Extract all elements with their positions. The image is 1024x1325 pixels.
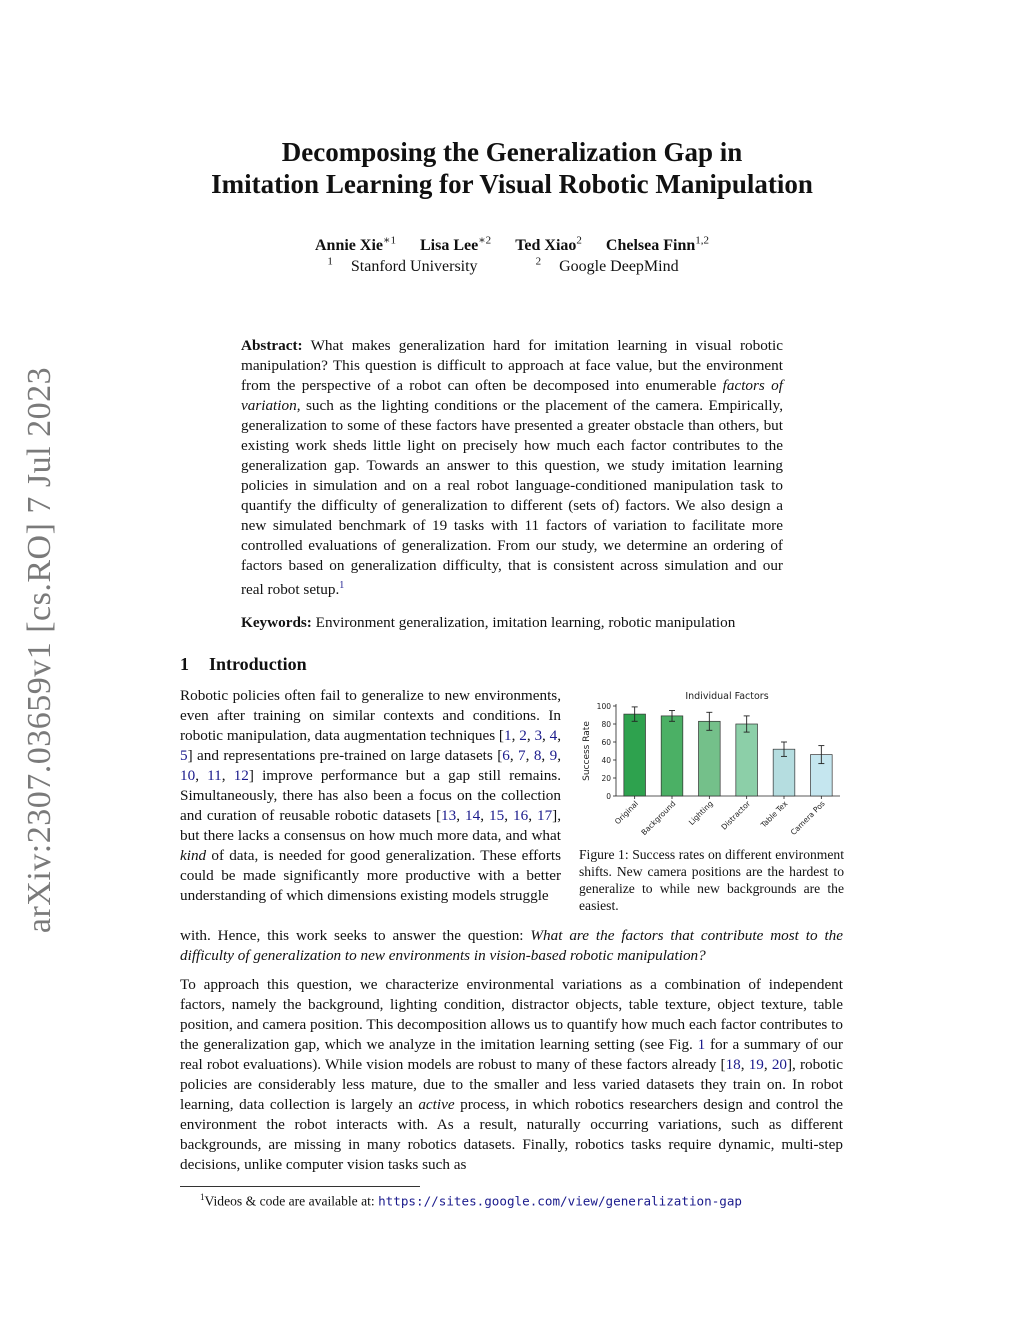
keywords-label: Keywords: (241, 614, 312, 631)
keywords: Keywords: Environment generalization, imitation learning, robotic manipulation (241, 614, 736, 631)
chart-bar (699, 721, 721, 796)
chart-bar (661, 716, 683, 796)
paper-title (150, 136, 874, 200)
affiliation: $^1$ Stanford University (327, 256, 478, 276)
chart-y-tick-label: 0 (606, 792, 611, 801)
citation-link[interactable]: 2 (519, 727, 527, 744)
chart-y-tick-label: 100 (596, 702, 611, 711)
intro-paragraph-1: Robotic policies often fail to generalize to new environments, even after training on similar contexts and conditions. In robotic manipulation, data augmentation techniques [1, 2, 3, 4, 5] and representations pre-trained on large datasets [6, 7, 8, 9, 10, 11, 12] improve performance but a gap still remains. Simultaneously, there has also been a focus on the collection and curation of reusable robotic datasets [13, 14, 15, 16, 17], but there lacks a consensus on how much more data, and what kind of data, is needed for good generalization. These efforts could be made significantly more productive with a better understanding of which dimensions existing models struggle (180, 687, 562, 904)
chart-x-tick-label: Original (612, 799, 641, 827)
citation-link[interactable]: 5 (180, 747, 188, 764)
citation-link[interactable]: 4 (549, 727, 558, 744)
chart-x-tick-label: Distractor (719, 799, 753, 832)
citation-link[interactable]: 9 (549, 747, 558, 764)
chart-x-tick-label: Table Tex (758, 799, 790, 830)
footnote-divider (180, 1186, 420, 1187)
citation-link[interactable]: 19 (748, 1056, 764, 1073)
chart-title: Individual Factors (685, 691, 769, 702)
chart-y-axis-label: Success Rate (582, 721, 592, 781)
citation-link[interactable]: 11 (207, 767, 222, 784)
chart-y-tick-label: 80 (601, 720, 611, 729)
footnote-link[interactable]: 1 (339, 580, 345, 591)
author: Lisa Lee$^{∗2}$ (419, 235, 492, 255)
figure-ref-link[interactable]: 1 (697, 1036, 706, 1053)
section-heading: 1 Introduction (180, 654, 307, 674)
figure-1-caption: Figure 1: Success rates on different environment shifts. New camera positions are the hardest to generalize to while new backgrounds are the easiest. (579, 847, 844, 913)
chart-x-tick-label: Lighting (686, 799, 715, 827)
author: Chelsea Finn$^{1,2}$ (605, 235, 709, 255)
chart-y-tick-label: 40 (601, 756, 611, 765)
chart-bar (624, 714, 646, 796)
citation-link[interactable]: 14 (465, 807, 481, 824)
citation-link[interactable]: 1 (504, 727, 512, 744)
footnote: $^1$Videos & code are available at: https://sites.google.com/view/generalization-gap (200, 1192, 743, 1209)
citation-link[interactable]: 16 (513, 807, 529, 824)
citation-link[interactable]: 18 (725, 1056, 741, 1073)
chart-bar (736, 724, 758, 796)
author: Annie Xie$^{∗1}$ (315, 235, 396, 255)
citation-link[interactable]: 13 (441, 807, 457, 824)
citation-link[interactable]: 12 (233, 767, 249, 784)
title-line-2: Imitation Learning for Visual Robotic Manipulation (211, 169, 813, 199)
intro-paragraph-2: To approach this question, we characterize environmental variations as a combination of independent factors, namely the background, lighting condition, distractor objects, table texture, object texture, table position, and camera position. This decomposition allows us to quantify how much each factor contributes to the generalization gap, which we analyze in the imitation learning setting (see Fig. 1 for a summary of our real robot evaluations). While vision models are robust to many of these factors already [18, 19, 20], robotic policies are considerably less mature, due to the smaller and less varied datasets they train on. In robot learning, data collection is largely an active process, in which robotics researchers design and control the environment the robot interacts with. As a result, naturally occurring variations, such as different backgrounds, are missing in many robotics datasets. Finally, robotics tasks require dynamic, multi-step decisions, unlike computer vision tasks such as (180, 976, 844, 1173)
arxiv-identifier (20, 366, 60, 934)
citation-link[interactable]: 3 (534, 727, 543, 744)
footnote-url-link[interactable]: https://sites.google.com/view/generalization-gap (378, 1193, 743, 1209)
chart-x-tick-label: Background (639, 799, 678, 838)
citation-link[interactable]: 6 (502, 747, 510, 764)
figure-1-chart (576, 686, 844, 846)
chart-plot-area (597, 702, 840, 837)
arxiv-id-text: arXiv:2307.03659v1 [cs.RO] 7 Jul 2023 (21, 366, 58, 934)
author: Ted Xiao$^2$ (515, 235, 582, 255)
abstract-label: Abstract: (241, 337, 303, 354)
affiliations (150, 256, 874, 276)
chart-y-tick-label: 20 (601, 774, 611, 783)
bar-chart (576, 686, 844, 846)
intro-paragraph-1-continued: with. Hence, this work seeks to answer the question: What are the factors that contribute most to the difficulty of generalization to new environments in vision-based robotic manipulation? (180, 927, 844, 964)
citation-link[interactable]: 7 (518, 747, 526, 764)
author-list (150, 234, 874, 255)
affiliation: $^2$ Google DeepMind (535, 256, 679, 276)
citation-link[interactable]: 20 (771, 1056, 787, 1073)
chart-x-tick-label: Camera Pos (788, 799, 827, 837)
citation-link[interactable]: 15 (489, 807, 505, 824)
chart-y-tick-label: 60 (601, 738, 611, 747)
citation-link[interactable]: 17 (536, 807, 553, 824)
abstract: Abstract: What makes generalization hard for imitation learning in visual robotic manipulation? This question is difficult to approach at face value, but the environment from the perspective of a robot can often be decomposed into enumerable factors of variation, such as the lighting conditions or the placement of the camera. Empirically, generalization to some of these factors have presented a greater obstacle than others, but existing work sheds little light on precisely how much each factor contributes to the generalization gap. Towards an answer to this question, we study imitation learning policies in simulation and on a real robot language-conditioned manipulation task to quantify the difficulty of generalization to different (sets of) factors. We also design a new simulated benchmark of 19 tasks with 11 factors of variation to facilitate more controlled evaluations of generalization. From our study, we determine an ordering of factors based on generalization difficulty, that is consistent across simulation and our real robot setup.$^1$ (241, 337, 783, 599)
title-line-1: Decomposing the Generalization Gap in (281, 137, 743, 167)
citation-link[interactable]: 10 (180, 767, 196, 784)
citation-link[interactable]: 8 (533, 747, 542, 764)
